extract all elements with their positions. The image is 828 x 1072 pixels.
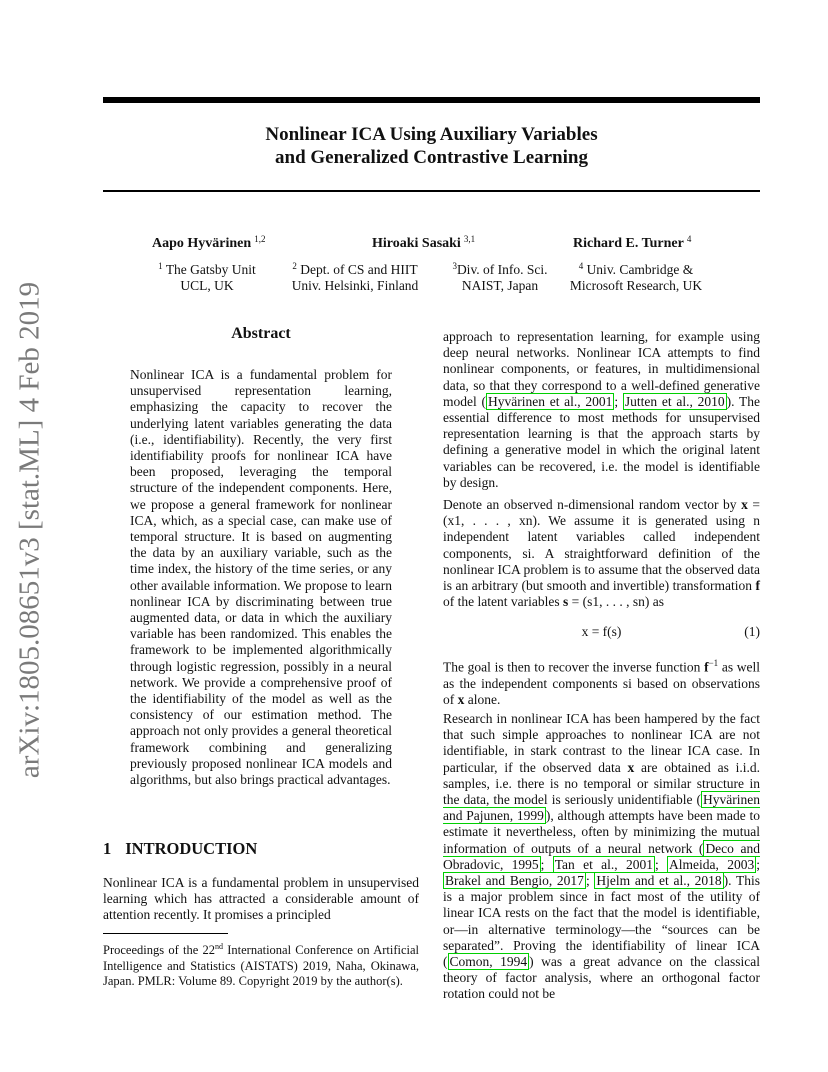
title-rule	[103, 190, 760, 192]
intro-paragraph: Nonlinear ICA is a fundamental problem in unsupervised learning which has attracted a considerable amount of attention recently. It promises a principled	[103, 875, 419, 923]
footnote-post: International Conference on Artificial Intelligence and Statistics (AISTATS) 2019, Naha, Okinawa, Japan. PMLR: Volume 89. Copyright 2019 by the author(s).	[103, 943, 420, 988]
right-paragraph-4: Research in nonlinear ICA has been hampered by the fact that such simple approaches to nonlinear ICA are not identifiable, in stark contrast to the linear ICA case. In particular, if the observed data x are obtained as i.i.d. samples, i.e. there is no temporal or similar structure in the data, the model is seriously unidentifiable ( Hyvärinen and Pajunen, 1999 ), although attempts have been made to estimate it nevertheless, often by minimizing the mutual information of outputs of a neural network ( Deco and Obradovic, 1995 ; Tan et al., 2001 ; Almeida, 2003 ; Brakel and Bengio, 2017 ; Hjelm and et al., 2018 ). This is a major problem since in fact most of the utility of linear ICA rests on the fact that the model is identifiable, or—in alternative terminology—the “sources can be separated”. Proving the identifiability of linear ICA ( Comon, 1994 ) was a great advance on the classical theory of factor analysis, where an orthogonal factor rotation could not be	[443, 711, 760, 1002]
text-span: of the latent variables	[443, 594, 563, 610]
affil-sup: 2	[292, 261, 297, 271]
affiliation-4	[563, 258, 709, 294]
section-number: 1	[103, 839, 112, 858]
right-paragraph-2	[443, 497, 760, 610]
author-name: Hiroaki Sasaki	[372, 236, 461, 251]
vector-x: x	[741, 497, 748, 512]
vector-f: f	[704, 659, 709, 675]
vector-s: s	[562, 594, 569, 610]
affil-line1: Dept. of CS and HIIT	[300, 262, 418, 277]
author-2	[372, 234, 475, 252]
text-span: = (x1, . . . , xn). We assume it is generated using n independent latent variables called independent components, si. A straightforward definition of the nonlinear ICA problem is to assume that the observed data is an arbitrary (but smooth and invertible) transformation	[443, 497, 760, 594]
equation-formula: x = f(s)	[581, 624, 622, 639]
title-line-2: and Generalized Contrastive Learning	[275, 147, 588, 168]
superscript: −1	[708, 658, 719, 668]
text-span: ). The essential difference to most methods for unsupervised representation learning is that the approach starts by defining a generative model in which the original latent variables can be recovered, i.e. the model is identifiable by design.	[443, 393, 760, 490]
text-span: The goal is then to recover the inverse function	[443, 659, 705, 675]
citation-link[interactable]: Brakel and Bengio, 2017	[445, 873, 584, 889]
affil-line2: UCL, UK	[180, 278, 234, 293]
text-span: Denote an observed n-dimensional random vector by	[443, 497, 742, 512]
author-1	[152, 234, 265, 252]
author-name: Aapo Hyvärinen	[152, 236, 252, 251]
text-span: Research in nonlinear ICA has been hampered by the fact that such simple approaches to nonlinear ICA are not identifiable, in stark contrast to the linear ICA case. In particular, if the observed data	[443, 711, 760, 775]
footnote-rule	[103, 933, 228, 934]
affil-line1: Univ. Cambridge &	[586, 262, 694, 277]
text-span: alone.	[464, 691, 501, 707]
text-span: approach to representation learning, for example using deep neural networks. Nonlinear ICA attempts to find nonlinear components, or features, in multidimensional data, so that they correspond to a well-defined generative model (	[443, 329, 760, 409]
abstract-heading: Abstract	[231, 325, 291, 342]
author-name: Richard E. Turner	[573, 236, 684, 251]
text-span: ) was a great advance on the classical theory of factor analysis, where an orthogonal factor rotation could not be	[443, 954, 760, 1002]
author-sup: 4	[686, 234, 692, 244]
affiliation-3	[444, 258, 556, 294]
affil-line2: Univ. Helsinki, Finland	[291, 278, 419, 293]
author-sup: 1,2	[254, 234, 266, 244]
affil-line2: NAIST, Japan	[461, 278, 539, 293]
citation-link[interactable]: Hjelm and et al., 2018	[596, 873, 722, 889]
affil-line1: Div. of Info. Sci.	[456, 262, 548, 277]
author-sup: 3,1	[463, 234, 476, 244]
footnote-sup: nd	[214, 942, 223, 951]
affiliation-1	[148, 258, 266, 294]
affiliation-2	[281, 258, 429, 294]
citation-link[interactable]: Jutten et al., 2010	[624, 393, 725, 409]
section-title: INTRODUCTION	[125, 839, 258, 858]
vector-x: x	[457, 691, 465, 707]
affil-line1: The Gatsby Unit	[165, 262, 256, 277]
author-3	[573, 234, 691, 252]
affil-sup: 4	[578, 261, 584, 271]
text-span: as well as the independent components si based on observations of	[443, 659, 760, 707]
vector-f: f	[755, 578, 760, 594]
text-span: ;	[614, 393, 623, 409]
right-paragraph-3	[443, 655, 760, 708]
citation-link[interactable]: Hyvärinen et al., 2001	[487, 393, 613, 409]
citation-link[interactable]: Comon, 1994	[449, 954, 528, 970]
footnote	[103, 939, 419, 990]
affil-line2: Microsoft Research, UK	[569, 278, 703, 293]
affil-sup: 3	[452, 261, 457, 271]
arxiv-id: arXiv:1805.08651v3 [stat.ML] 4 Feb 2019	[13, 281, 46, 779]
abstract-text: Nonlinear ICA is a fundamental problem for unsupervised representation learning, emphasizing the capacity to recover the underlying latent variables generating the data (i.e., identifiability). Recently, the very first identifiability proofs for nonlinear ICA have been proposed, leveraging the temporal structure of the independent components. Here, we propose a general framework for nonlinear ICA, which, as a special case, can make use of temporal structure. It is based on augmenting the data by an auxiliary variable, such as the time index, the history of the time series, or any other available information. We propose to learn nonlinear ICA by discriminating between true augmented data, or data in which the auxiliary variable has been randomized. This enables the framework to be implemented algorithmically through logistic regression, possibly in a neural network. We provide a comprehensive proof of the identifiability of the model as well as the consistency of our estimation method. The approach not only provides a general theoretical framework combining and generalizing previously proposed nonlinear ICA models and algorithms, but also brings practical advantages.	[130, 367, 392, 788]
arxiv-stamp	[0, 281, 60, 779]
text-span: ). This is a major problem since in fact most of the utility of linear ICA rests on the fact that the model is identifiable, or—in alternative terminology—the “sources can be separated”. Proving the identifiability of linear ICA (	[443, 873, 760, 970]
affil-sup: 1	[158, 261, 163, 271]
equation-1	[443, 624, 760, 642]
equation-number: (1)	[744, 624, 760, 639]
citation-link[interactable]: Tan et al., 2001	[554, 856, 653, 872]
citation-link[interactable]: Hyvärinen and Pajunen, 1999	[443, 792, 760, 824]
text-span: are obtained as i.i.d. samples, i.e. there is no temporal or similar structure in the data, the model is seriously unidentifiable (	[443, 759, 760, 808]
top-rule	[103, 97, 760, 103]
right-paragraph-1	[443, 329, 760, 491]
title-line-1: Nonlinear ICA Using Auxiliary Variables	[265, 124, 598, 145]
citation-link[interactable]: Almeida, 2003	[669, 856, 755, 872]
paper-title	[103, 123, 760, 169]
text-span: ), although attempts have been made to estimate it nevertheless, often by minimizing the mutual information of outputs of a neural network (	[443, 808, 760, 856]
citation-link[interactable]: Deco and Obradovic, 1995	[443, 840, 760, 872]
vector-x: x	[627, 759, 635, 775]
text-span: = (s1, . . . , sn) as	[568, 594, 664, 610]
footnote-pre: Proceedings of the 22	[103, 943, 215, 957]
section-heading	[103, 839, 257, 859]
